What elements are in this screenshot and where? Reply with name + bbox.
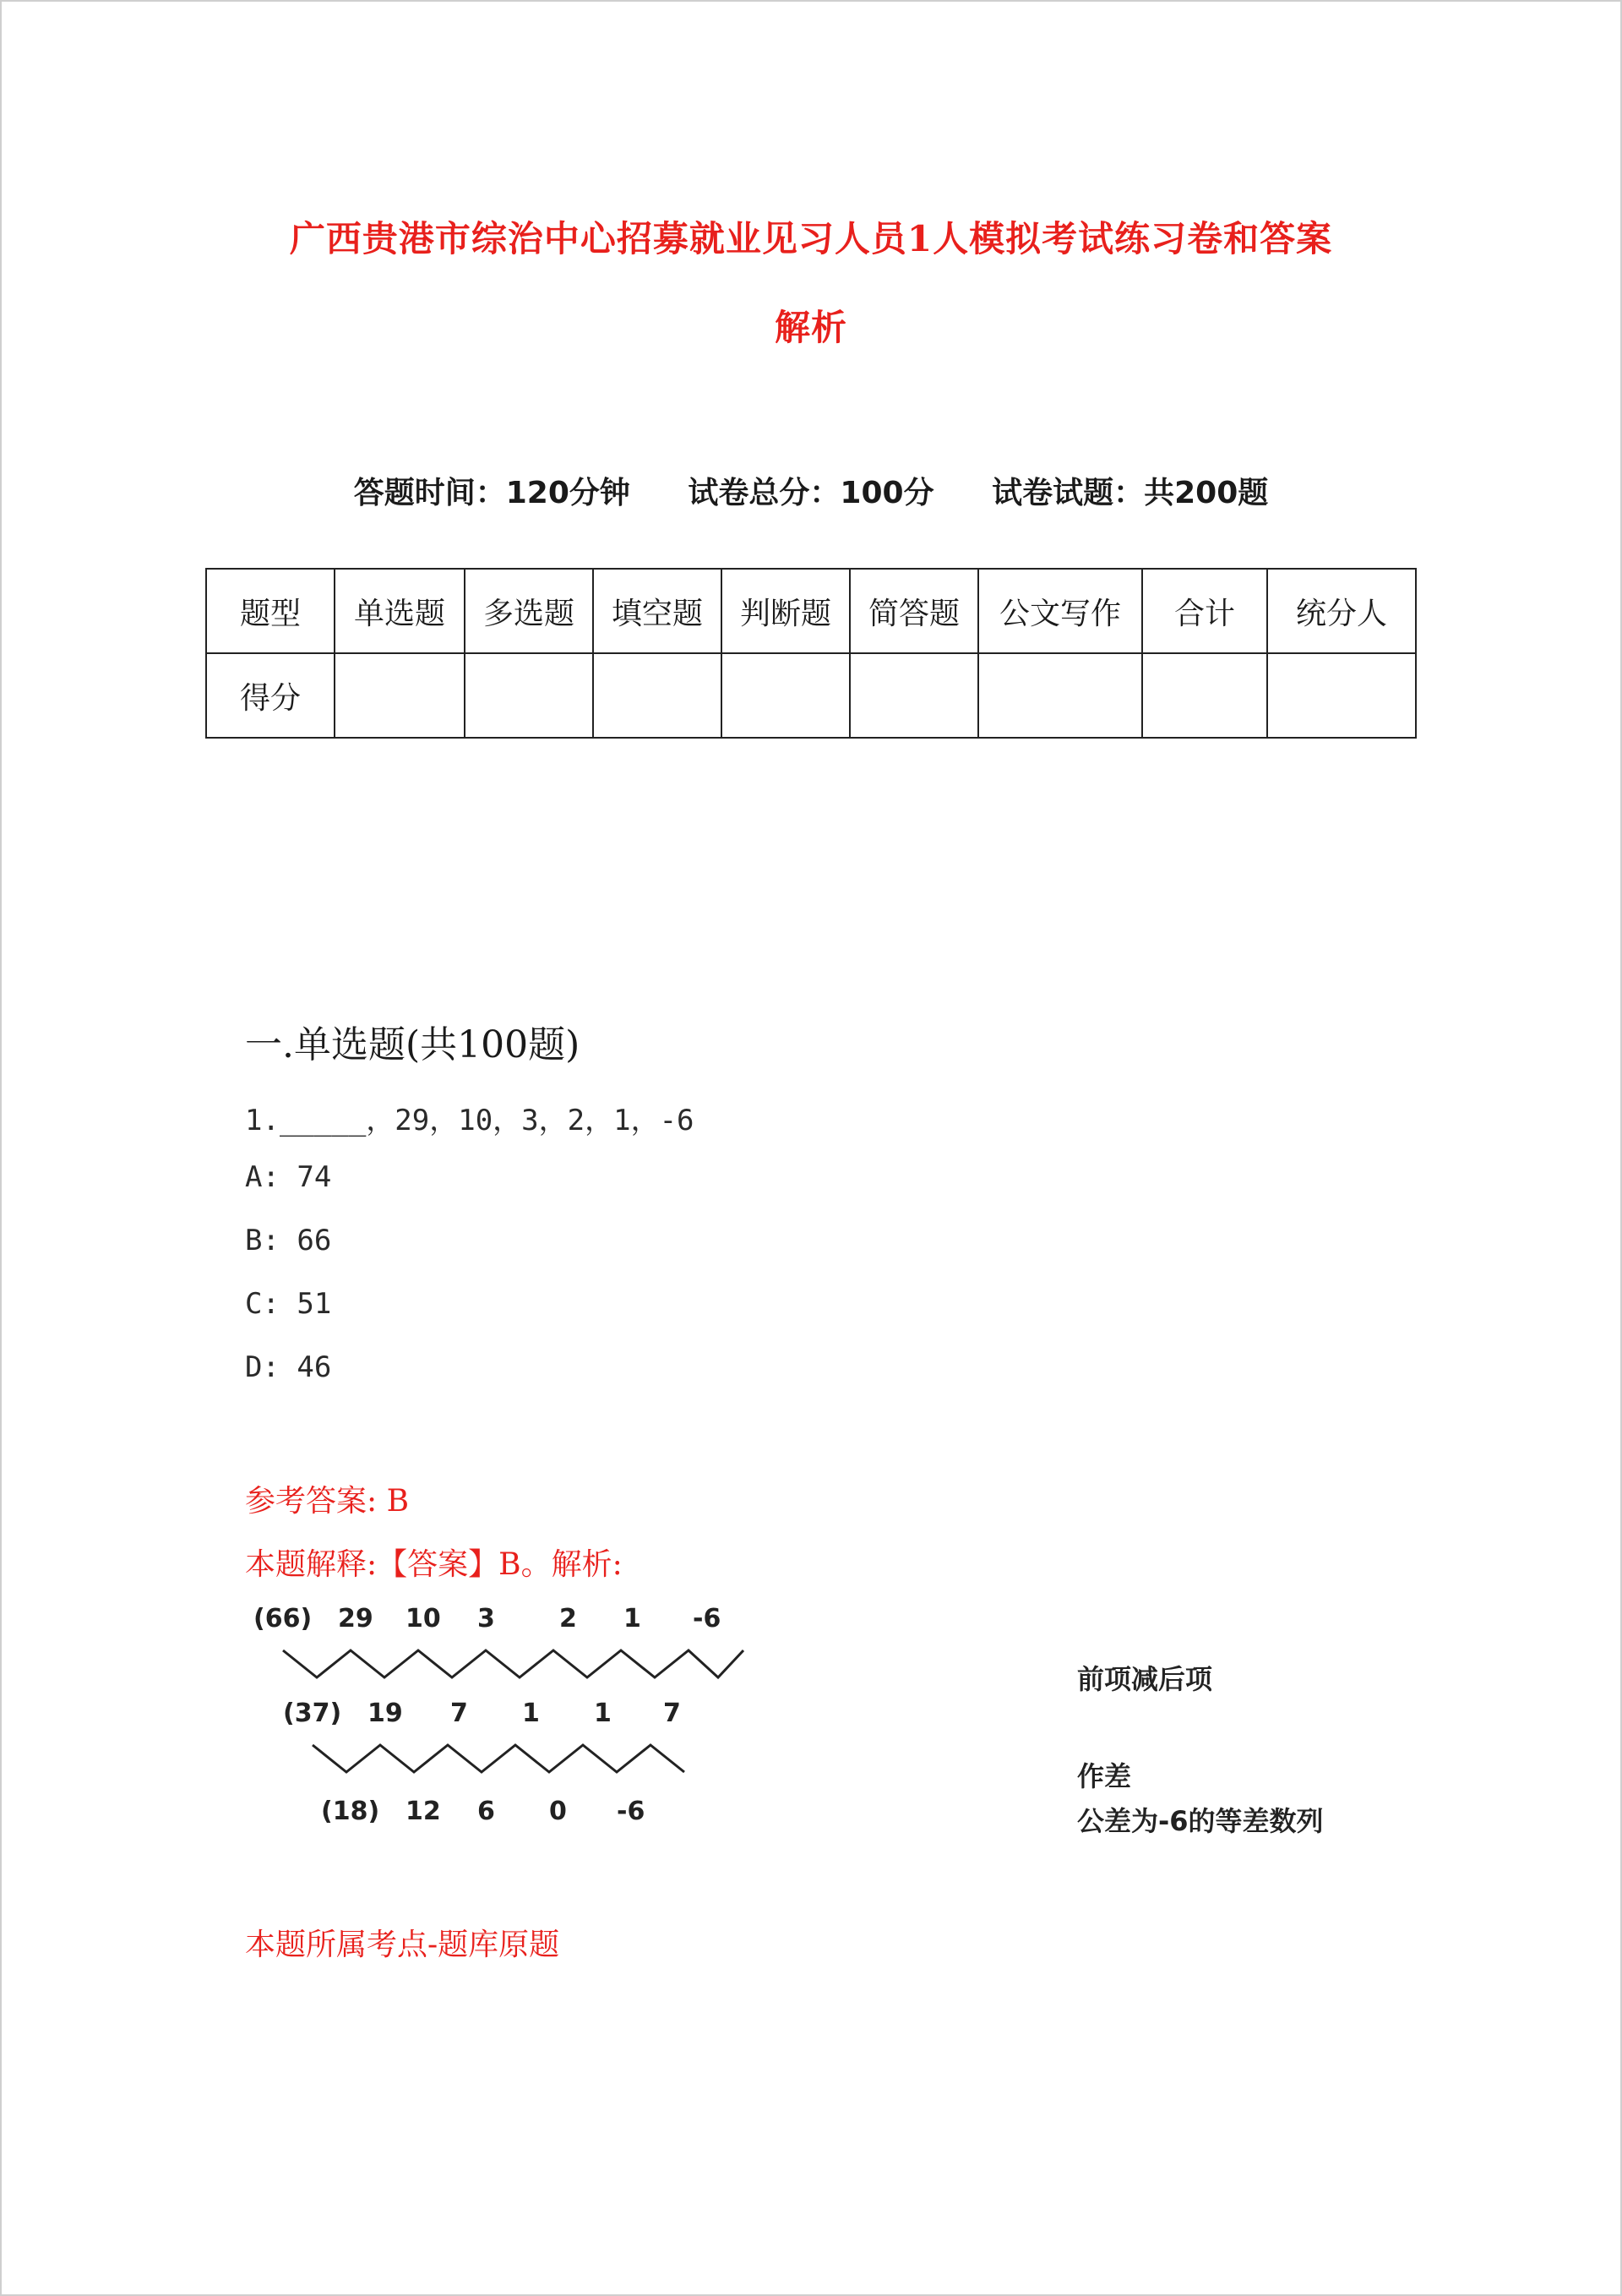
diagram-r3-2: 6 [477,1797,495,1826]
document-title: 广西贵港市综治中心招募就业见习人员1人模拟考试练习卷和答案 [289,218,1333,259]
score-cell[interactable] [978,653,1142,738]
diagram-r1-5: 1 [623,1604,641,1633]
exam-question-count: 试卷试题：共200题 [992,476,1269,510]
exam-time: 答题时间：120分钟 [353,476,630,510]
diagram-r1-0: (66) [253,1604,313,1633]
diagram-r1-3: 3 [477,1604,495,1633]
score-cell[interactable] [721,653,850,738]
diagram-r1-6: -6 [693,1604,721,1633]
difference-diagram [245,1593,769,1838]
score-header-cell: 简答题 [850,569,978,653]
option-a: A: 74 [245,1160,332,1194]
document-title-continued: 解析 [774,307,847,348]
score-table-score-row [206,653,1416,738]
diagram-r3-0: (18) [321,1797,380,1826]
option-c: C: 51 [245,1287,332,1321]
diagram-note-subtract: 前项减后项 [1077,1663,1213,1695]
score-table [205,568,1417,739]
zigzag-2 [313,1745,684,1772]
score-header-cell: 填空题 [593,569,721,653]
score-header-cell: 统分人 [1267,569,1416,653]
reference-answer: 参考答案: B [245,1484,410,1519]
score-cell[interactable] [465,653,593,738]
score-header-cell: 题型 [206,569,335,653]
diagram-r3-3: 0 [549,1797,567,1826]
score-table-header-row [206,569,1416,653]
diagram-r2-3: 1 [522,1699,540,1728]
score-header-cell: 合计 [1142,569,1267,653]
score-cell[interactable] [593,653,721,738]
exam-total-score: 试卷总分：100分 [688,476,934,510]
score-header-cell: 公文写作 [978,569,1142,653]
diagram-r3-4: -6 [617,1797,645,1826]
zigzag-1 [283,1650,743,1677]
diagram-r2-5: 7 [663,1699,681,1728]
option-d: D: 46 [245,1350,332,1384]
diagram-note-arithmetic: 公差为-6的等差数列 [1077,1805,1324,1837]
score-cell[interactable] [1267,653,1416,738]
diagram-r1-2: 10 [406,1604,441,1633]
question-category: 本题所属考点-题库原题 [245,1928,560,1962]
exam-meta [0,469,1622,512]
score-header-cell: 多选题 [465,569,593,653]
diagram-r2-4: 1 [594,1699,612,1728]
score-cell[interactable] [335,653,465,738]
option-b: B: 66 [245,1224,332,1257]
diagram-r1-4: 2 [559,1604,577,1633]
answer-explanation: 本题解释:【答案】B。解析: [245,1547,623,1582]
question-stem: 1._____，29，10，3，2，1，-6 [245,1104,694,1137]
diagram-r2-0: (37) [283,1699,342,1728]
score-cell[interactable] [850,653,978,738]
section-title: 一.单选题(共100题) [245,1023,580,1066]
score-header-cell: 单选题 [335,569,465,653]
diagram-note-difference: 作差 [1077,1760,1132,1792]
diagram-r1-1: 29 [338,1604,373,1633]
score-row-label: 得分 [206,653,335,738]
score-header-cell: 判断题 [721,569,850,653]
diagram-r3-1: 12 [406,1797,441,1826]
score-cell[interactable] [1142,653,1267,738]
diagram-r2-1: 19 [367,1699,403,1728]
diagram-r2-2: 7 [450,1699,468,1728]
